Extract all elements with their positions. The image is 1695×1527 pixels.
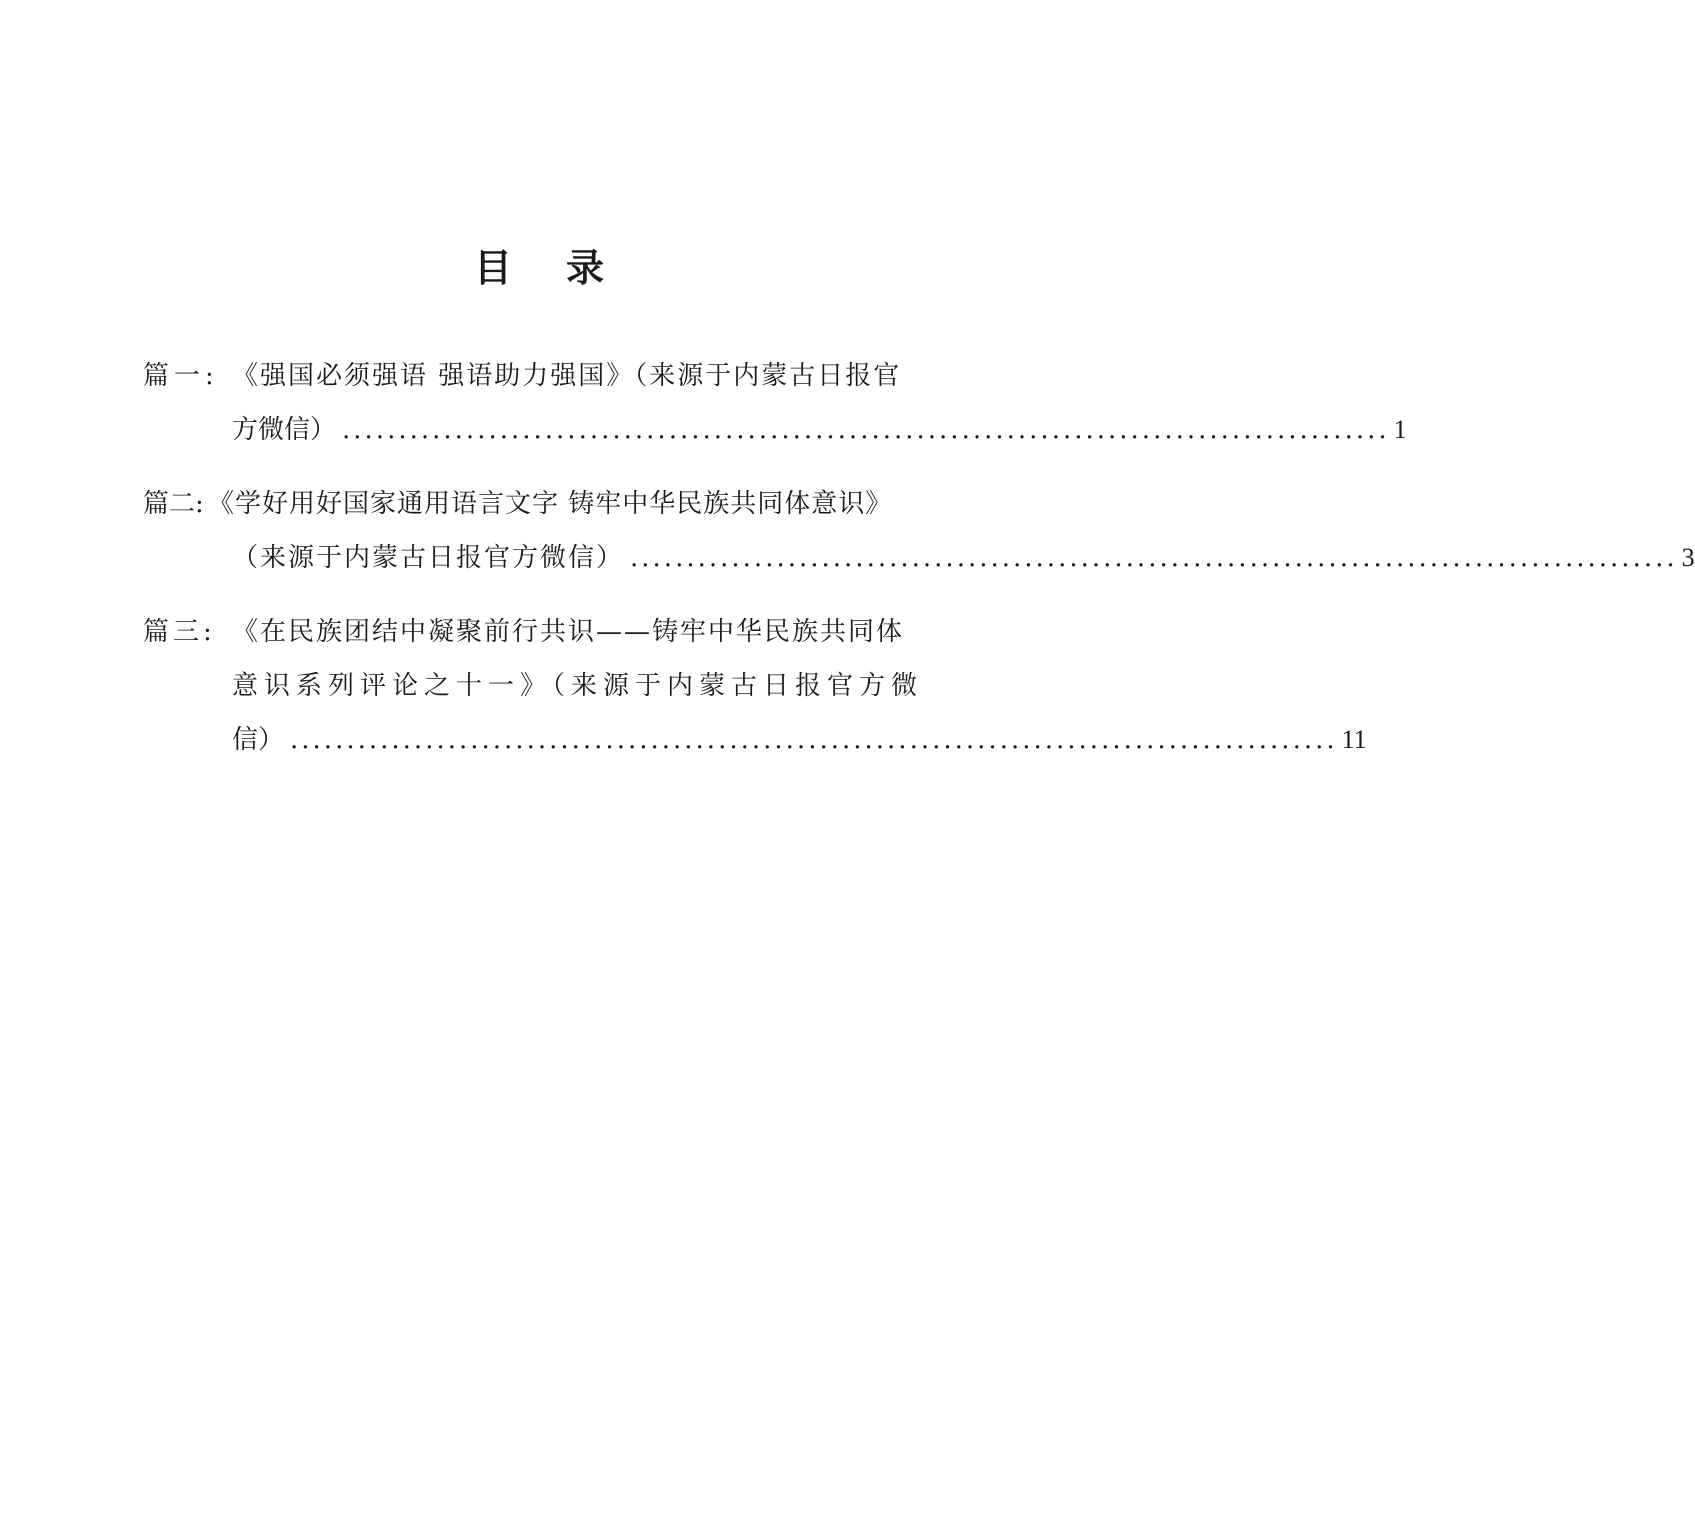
toc-entry-2-source: （来源于内蒙古日报官方微信）: [232, 543, 625, 573]
page-title: [0, 243, 1080, 293]
toc-entry-2-title: 《学好用好国家通用语言文字 铸牢中华民族共同体意识》: [208, 489, 893, 519]
toc-entry-1-source: 方微信）: [232, 415, 337, 445]
toc-entry-3-source: 信）: [232, 725, 285, 755]
toc-leader-dots: .............................................................................................: [342, 415, 1390, 445]
toc-entry-3-label: 篇三:: [143, 617, 216, 647]
toc-entry-1-label: 篇一:: [143, 361, 219, 391]
toc-entry-1-title: 《强国必须强语 强语助力强国》（来源于内蒙古日报官: [232, 361, 902, 391]
toc-entry-3-title-cont: 意识系列评论之十一》（来源于内蒙古日报官方微: [232, 671, 924, 701]
toc-entry-2-label: 篇二:: [143, 489, 204, 519]
toc-entry-3-title: 《在民族团结中凝聚前行共识——铸牢中华民族共同体: [232, 617, 905, 647]
toc-leader-dots: .............................................................................................: [290, 725, 1338, 755]
title-char-2: 录: [566, 246, 607, 290]
toc-entry-2-page: 3: [1681, 543, 1695, 572]
title-char-1: 目: [473, 246, 514, 290]
toc-leader-dots: .............................................................................................: [630, 543, 1678, 573]
toc-entry-1-page: 1: [1393, 415, 1407, 444]
toc-entry-3-page: 11: [1341, 725, 1367, 754]
